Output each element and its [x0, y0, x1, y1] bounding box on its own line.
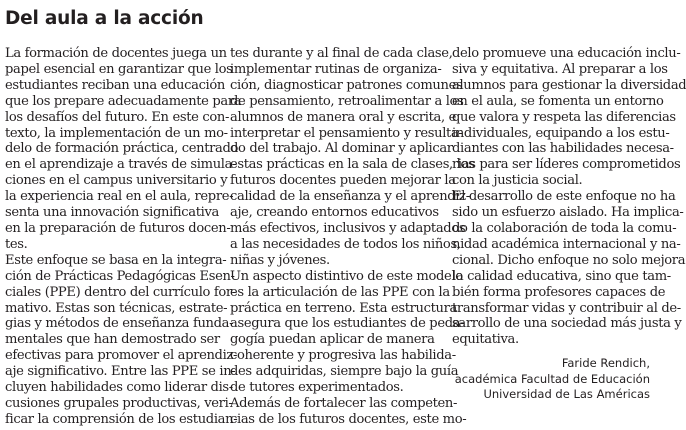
article-line: mentales que han demostrado ser — [5, 332, 220, 348]
article-line: en el aula, se fomenta un entorno — [452, 93, 664, 109]
article-line: implementar rutinas de organiza- — [230, 61, 442, 77]
article-line: Además de fortalecer las competen- — [230, 395, 458, 411]
article-line: do la colaboración de toda la comu- — [452, 220, 677, 236]
article-line: ciones en el campus universitario y — [5, 173, 228, 189]
article-line: tes. — [5, 236, 28, 252]
article-line: la calidad educativa, sino que tam- — [452, 268, 671, 284]
article-line: a las necesidades de todos los niños, — [230, 236, 461, 252]
article-line: cluyen habilidades como liderar dis- — [5, 380, 233, 396]
article-line: do del trabajo. Al dominar y aplicar — [230, 141, 453, 157]
article-line: bién forma profesores capaces de — [452, 284, 666, 300]
article-line: des adquiridas, siempre bajo la guía — [230, 364, 459, 380]
article-line: senta una innovación significativa — [5, 205, 219, 221]
article-line: La formación de docentes juega un — [5, 46, 227, 61]
article-line: cusiones grupales productivas, veri- — [5, 395, 233, 411]
article-line: individuales, equipando a los estu- — [452, 125, 670, 141]
article-line: que valora y respeta las diferencias — [452, 109, 676, 125]
article-line: gogía puedan aplicar de manera — [230, 332, 435, 348]
author-institution: Universidad de Las Américas — [483, 387, 650, 402]
article-line: sarrollo de una sociedad más justa y — [452, 316, 682, 332]
article-line: ciales (PPE) dentro del currículo for- — [5, 284, 236, 300]
article-line: mativo. Estas son técnicas, estrate- — [5, 300, 228, 316]
article-line: sido un esfuerzo aislado. Ha implica- — [452, 205, 684, 221]
article-line: equitativa. — [452, 332, 519, 348]
article-line: interpretar el pensamiento y resulta- — [230, 125, 463, 141]
article-line: que los prepare adecuadamente para — [5, 93, 242, 109]
article-line: ción, diagnosticar patrones comunes — [230, 77, 463, 93]
article-line: coherente y progresiva las habilida- — [230, 348, 456, 364]
article-line: práctica en terreno. Esta estructura — [230, 300, 457, 316]
article-line: más efectivos, inclusivos y adaptados — [230, 220, 466, 236]
author-signature — [455, 356, 650, 403]
article-line: aje, creando entornos educativos — [230, 205, 439, 221]
article-line: ción de Prácticas Pedagógicas Esen- — [5, 268, 235, 284]
article-line: tes durante y al final de cada clase, — [230, 46, 453, 61]
author-role: académica Facultad de Educación — [454, 371, 650, 386]
article-line: papel esencial en garantizar que los — [5, 61, 233, 77]
article-line: ficar la comprensión de los estudian- — [5, 411, 238, 427]
article-title: Del aula a la acción — [5, 8, 204, 29]
article-line: calidad de la enseñanza y el aprendiz- — [230, 189, 470, 205]
article-column-2 — [230, 46, 475, 428]
article-line: estudiantes reciban una educación — [5, 77, 226, 93]
article-line: rias para ser líderes comprometidos — [452, 157, 681, 173]
article-line: cional. Dicho enfoque no solo mejora — [452, 252, 686, 268]
article-line: asegura que los estudiantes de peda- — [230, 316, 465, 332]
article-line: nidad académica internacional y na- — [452, 236, 681, 252]
article-line: alumnos para gestionar la diversidad — [452, 77, 686, 93]
article-line: delo de formación práctica, centrado — [5, 141, 239, 157]
article-line: delo promueve una educación inclu- — [452, 46, 681, 61]
author-name: Faride Rendich, — [561, 356, 650, 370]
article-line: efectivas para promover el aprendiz- — [5, 348, 238, 364]
article-line: gias y métodos de enseñanza funda- — [5, 316, 234, 332]
article-line: aje significativo. Entre las PPE se in- — [5, 364, 236, 380]
article-line: El desarrollo de este enfoque no ha — [452, 189, 676, 205]
article-column-1 — [5, 46, 242, 428]
article-line: alumnos de manera oral y escrita, e — [230, 109, 456, 125]
article-line: futuros docentes pueden mejorar la — [230, 173, 456, 189]
article-line: de tutores experimentados. — [230, 380, 404, 396]
article-line: Este enfoque se basa en la integra- — [5, 252, 227, 268]
article-line: Un aspecto distintivo de este modelo — [230, 268, 463, 284]
article-line: de pensamiento, retroalimentar a los — [230, 93, 464, 109]
article-column-3 — [452, 46, 686, 348]
article-line: en la preparación de futuros docen- — [5, 220, 231, 236]
article-line: es la articulación de las PPE con la — [230, 284, 450, 300]
article-line: texto, la implementación de un mo- — [5, 125, 228, 141]
article-line: la experiencia real en el aula, repre- — [5, 189, 234, 205]
article-line: estas prácticas en la sala de clases, los — [230, 157, 475, 173]
article-line: diantes con las habilidades necesa- — [452, 141, 674, 157]
article-line: con la justicia social. — [452, 173, 583, 189]
article-line: en el aprendizaje a través de simula- — [5, 157, 237, 173]
article-line: transformar vidas y contribuir al de- — [452, 300, 681, 316]
article-line: cias de los futuros docentes, este mo- — [230, 411, 467, 427]
article-line: los desafíos del futuro. En este con- — [5, 109, 230, 125]
article-line: niñas y jóvenes. — [230, 252, 330, 268]
article-line: siva y equitativa. Al preparar a los — [452, 61, 668, 77]
